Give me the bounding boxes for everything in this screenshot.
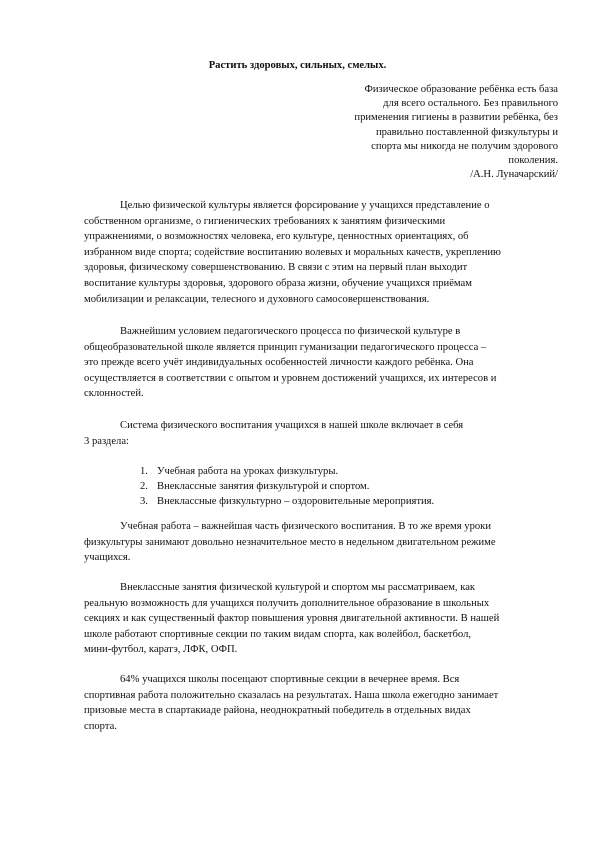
list-text: Внеклассные физкультурно – оздоровительные мероприятия. [157, 496, 435, 508]
paragraph-goal [84, 198, 559, 307]
list-item [140, 464, 560, 479]
paragraph-line: секциях и как существенный фактор повышения уровня двигательной активности. В нашей [84, 613, 500, 625]
document-title: Растить здоровых, сильных, смелых. [208, 60, 387, 71]
paragraph-line: мини-футбол, каратэ, ЛФК, ОФП. [84, 644, 238, 656]
paragraph-line: воспитание культуры здоровья, здорового образа жизни, обучение учащихся приёмам [84, 277, 472, 289]
paragraph-line: осуществляется в соответствии с опытом и уровнем достижений учащихся, их интересов и [84, 372, 497, 384]
list-item [140, 479, 560, 494]
paragraph-line: упражнениями, о возможностях человека, его культуре, ценностных ориентациях, об [84, 231, 469, 243]
epigraph-line: правильно поставленной физкультуры и [375, 126, 558, 138]
list-number: 1. [140, 466, 148, 477]
epigraph-line: для всего остального. Без правильного [383, 98, 558, 110]
epigraph-line: спорта мы никогда не получим здорового [371, 140, 558, 152]
paragraph-line: спорта. [84, 720, 117, 732]
paragraph-principle [84, 324, 559, 402]
list-number: 3. [140, 496, 148, 508]
paragraph-line: 3 раздела: [84, 435, 129, 447]
paragraph-line: Важнейшим условием педагогического процесса по физической культуре в [120, 326, 461, 337]
list-number: 2. [140, 481, 148, 493]
paragraph-line: спортивная работа положительно сказалась на результатах. Наша школа ежегодно занимает [84, 689, 499, 701]
paragraph-line: Система физического воспитания учащихся в нашей школе включает в себя [120, 420, 464, 431]
paragraph-results [84, 672, 559, 734]
epigraph-line: применения гигиены в развитии ребёнка, без [354, 112, 558, 124]
paragraph-line: призовые места в спартакиаде района, неоднократный победитель в отдельных видах [84, 705, 471, 717]
list-item [140, 494, 560, 509]
paragraph-line: собственном организме, о гигиенических требованиях к занятиям физическими [84, 215, 446, 227]
paragraph-line: общеобразовательной школе является принцип гуманизации педагогического процесса – [84, 341, 487, 353]
sections-list [140, 464, 560, 510]
paragraph-line: 64% учащихся школы посещают спортивные секции в вечернее время. Вся [120, 674, 460, 685]
paragraph-line: это прежде всего учёт индивидуальных особенностей личности каждого ребёнка. Она [84, 357, 474, 369]
list-text: Внеклассные занятия физкультурой и спортом. [157, 481, 370, 493]
paragraph-line: Целью физической культуры является форсирование у учащихся представление о [120, 200, 490, 211]
paragraph-line: склонностей. [84, 388, 144, 400]
paragraph-line: реальную возможность для учащихся получить дополнительное образование в школьных [84, 597, 490, 609]
epigraph [330, 83, 558, 182]
paragraph-extracurricular [84, 580, 559, 658]
list-text: Учебная работа на уроках физкультуры. [157, 466, 339, 477]
paragraph-line: Внеклассные занятия физической культурой и спортом мы рассматриваем, как [120, 582, 476, 593]
epigraph-line: Физическое образование ребёнка есть база [364, 84, 558, 95]
paragraph-line: учащихся. [84, 552, 131, 564]
paragraph-line: мобилизации и релаксации, телесного и духовного самосовершенствования. [84, 293, 430, 305]
paragraph-system [84, 418, 559, 449]
paragraph-lessons [84, 519, 559, 566]
paragraph-line: школе работают спортивные секции по таким видам спорта, как волейбол, баскетбол, [84, 628, 472, 640]
paragraph-line: избранном виде спорта; содействие воспитанию волевых и моральных качеств, укреплению [84, 246, 501, 258]
paragraph-line: Учебная работа – важнейшая часть физического воспитания. В то же время уроки [120, 521, 491, 532]
paragraph-line: физкультуры занимают довольно незначительное место в недельном двигательном режиме [84, 536, 496, 548]
paragraph-line: здоровья, физическому совершенствованию. В связи с этим на первый план выходит [84, 262, 468, 274]
epigraph-line: поколения. [508, 155, 558, 167]
epigraph-author: /А.Н. Луначарский/ [470, 169, 558, 181]
